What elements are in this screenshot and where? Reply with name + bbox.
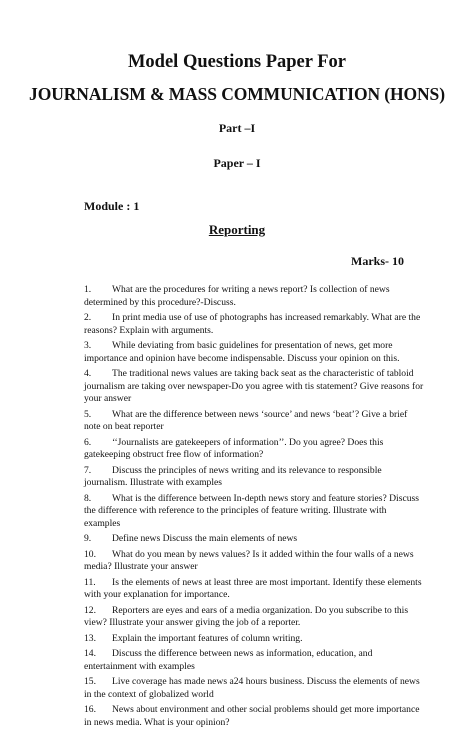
question-number: 14.	[84, 648, 96, 659]
question-text: Live coverage has made news a24 hours business. Discuss the elements of news in the context of globalized world	[84, 676, 420, 700]
question-number: 13.	[84, 632, 96, 644]
question-item	[84, 676, 424, 701]
question-number: 16.	[84, 704, 96, 715]
question-text: Discuss the principles of news writing and its relevance to responsible journalism. Illustrate with examples	[84, 464, 382, 488]
question-item	[84, 312, 424, 337]
question-item	[84, 577, 424, 602]
question-text: Define news Discuss the main elements of news	[112, 533, 298, 544]
question-item	[84, 284, 424, 309]
question-text: Is the elements of news at least three are most important. Identify these elements with your explanation for importance.	[84, 576, 422, 600]
question-number: 7.	[84, 464, 92, 476]
question-item	[84, 605, 424, 630]
question-item	[84, 493, 424, 531]
question-text: The traditional news values are taking back seat as the characteristic of tabloid journalism are taking over newspaper-Do you agree with tis statement? Give reasons for your answer	[84, 368, 424, 404]
paper-heading: Paper – I	[213, 156, 261, 170]
question-number: 3.	[84, 340, 92, 351]
question-text: What is the difference between In-depth news story and feature stories? Discuss the difference with reference to the principles of feature writing. Illustrate with examples	[84, 492, 419, 529]
question-text: Explain the important features of column writing.	[112, 632, 303, 644]
question-number: 2.	[84, 312, 92, 323]
subject-heading: JOURNALISM & MASS COMMUNICATION (HONS)	[29, 84, 445, 104]
question-item	[84, 437, 424, 462]
question-text: News about environment and other social problems should get more importance in news media. What is your opinion?	[84, 704, 420, 728]
question-number: 8.	[84, 492, 92, 504]
question-number: 4.	[84, 368, 92, 379]
question-text: What do you mean by news values? Is it added within the four walls of a news media? Illustrate your answer	[84, 548, 414, 572]
question-text: ‘‘Journalists are gatekeepers of information’’. Do you agree? Does this gatekeeping obstruct free flow of information?	[84, 436, 384, 460]
question-number: 9.	[84, 533, 92, 544]
question-item	[84, 533, 424, 546]
part-heading: Part –I	[218, 121, 256, 135]
question-text: Discuss the difference between news as information, education, and entertainment with examples	[84, 648, 373, 672]
question-number: 10.	[84, 548, 96, 560]
question-item	[84, 633, 424, 646]
question-number: 15.	[84, 676, 96, 687]
question-text: What are the procedures for writing a news report? Is collection of news determined by this procedure?-Discuss.	[84, 284, 390, 308]
question-item	[84, 340, 424, 365]
question-text: What are the difference between news ‘source’ and news ‘beat’? Give a brief note on beat reporter	[84, 408, 408, 432]
question-item	[84, 409, 424, 434]
question-item	[84, 648, 424, 673]
question-text: In print media use of use of photographs has increased remarkably. What are the reasons? Explain with arguments.	[84, 312, 421, 336]
document-title: Model Questions Paper For	[127, 52, 347, 72]
question-number: 6.	[84, 436, 92, 448]
question-item	[84, 704, 424, 729]
question-number: 12.	[84, 604, 96, 616]
question-item	[84, 368, 424, 406]
question-number: 11.	[84, 576, 96, 588]
marks-label: Marks- 10	[351, 254, 404, 268]
question-text: While deviating from basic guidelines for presentation of news, get more importance and opinion have become indispensable. Discuss your opinion on this.	[84, 340, 400, 364]
question-list	[84, 284, 424, 732]
question-number: 5.	[84, 408, 92, 420]
module-label: Module : 1	[84, 199, 140, 213]
section-heading: Reporting	[208, 222, 266, 237]
question-item	[84, 549, 424, 574]
question-text: Reporters are eyes and ears of a media organization. Do you subscribe to this view? Illustrate your answer giving the job of a reporter.	[84, 604, 409, 628]
question-item	[84, 465, 424, 490]
question-number: 1.	[84, 284, 92, 295]
